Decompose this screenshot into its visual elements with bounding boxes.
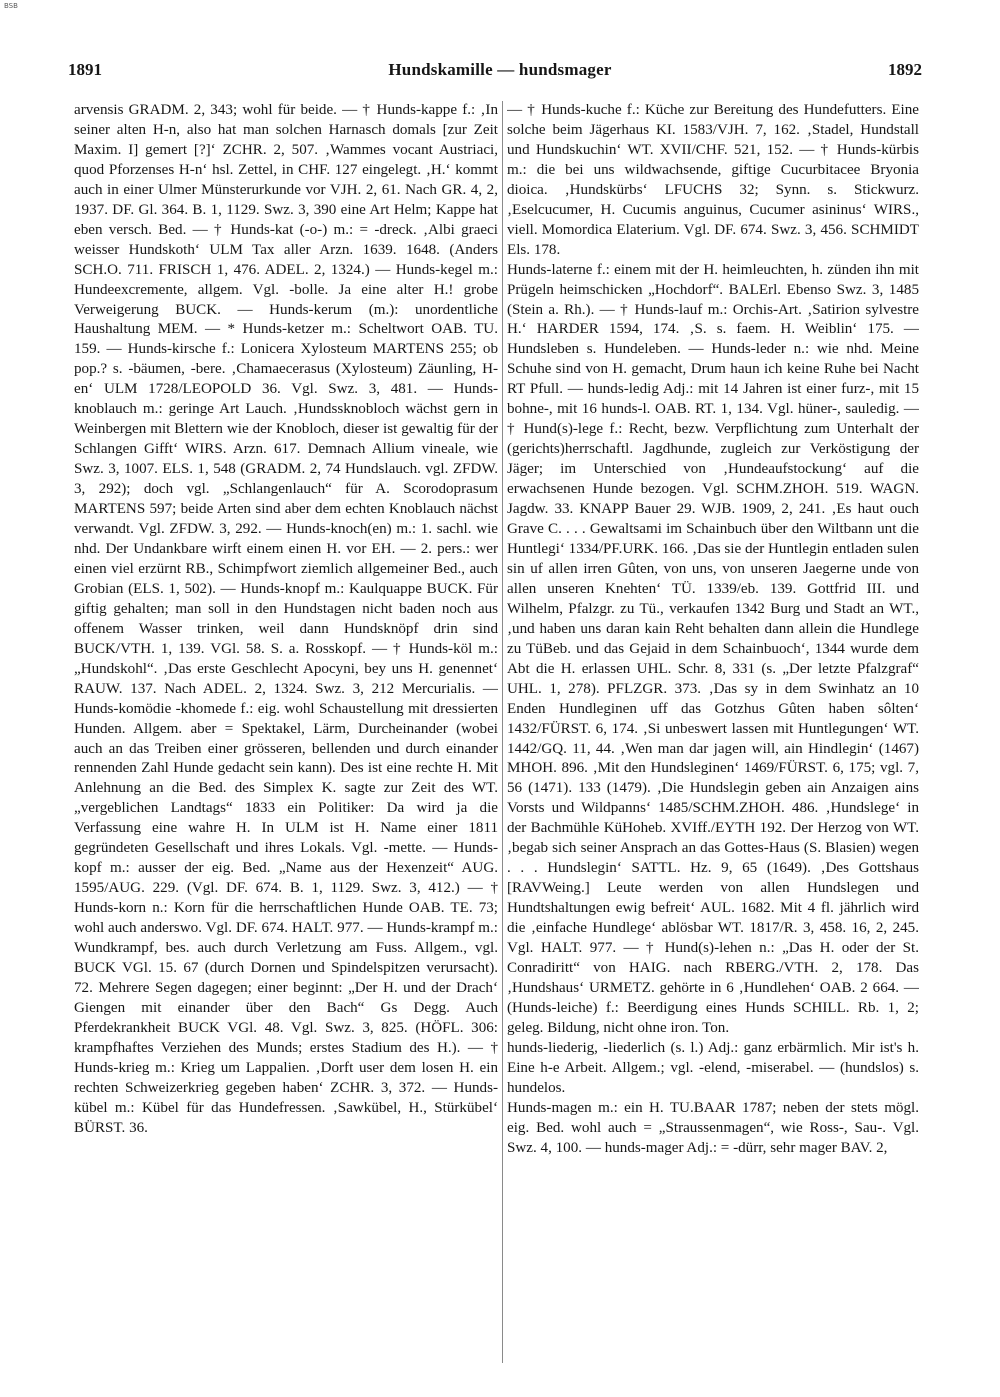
library-stamp: BSB xyxy=(4,2,18,10)
entry-hunds-kuche: — † Hunds-kuche f.: Küche zur Bereitung des Hundefutters. Eine solche beim Jägerhaus KI. 1583/VJH. 7, 162. ‚Stadel, Hundstall und Hundskuchin‘ WT. XVII/CHF. 521, 152. — † Hunds-kürbis m.: die bei uns wildwachsende, giftige Cucurbitacee Bryonia dioica. ‚Hundskürbs‘ LFUCHS 32; Synn. s. Stickwurz. ‚Eselcucumer, H. Cucumis anguinus, Cucumer asininus‘ WIRS., viell. Momordica Elaterium. Vgl. DF. 674. Swz. 3, 456. SCHMIDT Els. 178. xyxy=(507,102,919,258)
running-header-title: Hundskamille — hundsmager xyxy=(388,60,612,79)
left-column xyxy=(74,101,498,1363)
right-column xyxy=(507,101,919,1363)
left-page-number: 1891 xyxy=(68,60,102,79)
left-column-text: arvensis GRADM. 2, 343; wohl für beide. — † Hunds-kappe f.: ‚In seiner alten H-n, also hat man solchen Harnasch domals [zur Zeit Maxim. I] gemert [?]‘ ZCHR. 2, 507. ‚Wammes vocant Austriaci, quod Pforzenses H-n‘ hsl. Zettel, in CHF. 127 eingelegt. ‚H.‘ kommt auch in einer Ulmer Münsterurkunde vor VJH. 2, 61. Nach GR. 4, 2, 1937. DF. Gl. 364. B. 1, 1129. Swz. 3, 390 eine Art Helm; Kappe hat eben versch. Bed. — † Hunds-kat (-o-) m.: = -dreck. ‚Albi graeci weisser Hundskoth‘ ULM Tax aller Arzn. 1639. 1648. (Anders SCH.O. 711. FRISCH 1, 476. ADEL. 2, 1324.) — Hunds-kegel m.: Hundeexcremente, allgem. Vgl. -bolle. Ja eine alter H.! grobe Verweigerung BUCK. — Hunds-kerum (m.): unordentliche Haushaltung MEM. — * Hunds-ketzer m.: Scheltwort OAB. TU. 159. — Hunds-kirsche f.: Lonicera Xylosteum MARTENS 255; ob pop.? s. -bäumen, -bere. ‚Chamaecerasus (Xylosteum) Zäunling, H-en‘ ULM 1728/LEOPOLD 36. Vgl. Swz. 3, 481. — Hunds-knoblauch m.: geringe Art Lauch. ‚Hundssknobloch wächst gern in Weinbergen mit Blettern wie der Knobloch, dieser ist gewaltig für der Schlangen Gifft‘ WIRS. Arzn. 617. Demnach Allium vineale, wie Swz. 3, 1007. ELS. 1, 548 (GRADM. 2, 74 Hundslauch. vgl. ZFDW. 3, 292); doch vgl. „Schlangenlauch“ für A. Scorodoprasum MARTENS 597; beide Arten sind aber dem echten Knoblauch nächst verwandt. Vgl. ZFDW. 3, 292. — Hunds-knoch(en) m.: 1. sachl. wie nhd. Der Undankbare wirft einem einen H. vor EH. — 2. pers.: wer einen viel erzürnt RB., Schimpfwort ziemlich allgemeiner Bed., auch Grobian (ELS. 1, 502). — Hunds-knopf m.: Kaulquappe BUCK. Für giftig gehalten; man soll in den Hundstagen nicht baden noch aus offenem Wasser trinken, weil dann Hundsknöpf drin sind BUCK/VTH. 1, 139. VGl. 58. S. a. Rosskopf. — † Hunds-köl m.: „Hundskohl“. ‚Das erste Geschlecht Apocyni, bey uns H. genennet‘ RAUW. 137. Nach ADEL. 2, 1324. Swz. 3, 212 Mercurialis. — Hunds-komödie -khomede f.: eig. wohl Schaustellung mit dressierten Hunden. Allgem. aber = Spektakel, Lärm, Durcheinander (wobei auch an das Treiben einer grösseren, bellenden und durch einander rennenden Zahl Hunde gedacht sein kann). Des ist eine rechte H. Mit Anlehnung an die Bed. des Simplex K. sagte zur Zeit des WT. „vergeblichen Landtags“ 1833 ein Politiker: Da wird ja die Verfassung eine wahre H. In ULM ist H. Name einer 1811 gegründeten Gesellschaft und ihres Lokals. Vgl. -mette. — Hunds-kopf m.: ausser der eig. Bed. „Name aus der Hexenzeit“ AUG. 1595/AUG. 229. (Vgl. DF. 674. B. 1, 1129. Swz. 3, 412.) — † Hunds-korn n.: Korn für die herrschaftlichen Hunde OAB. TE. 73; wohl auch anderswo. Vgl. DF. 674. HALT. 977. — Hunds-krampf m.: Wundkrampf, bes. auch durch Verletzung am Fuss. Allgem., vgl. BUCK VGl. 15. 67 (durch Dornen und Spindelspitzen verursacht). 72. Mehrere Segen dagegen; einer beginnt: „Der H. und der Drach‘ Giengen mit einander über den Bach“ Gs Degg. Auch Pferdekrankheit BUCK VGl. 48. Vgl. Swz. 3, 825. (HÖFL. 306: krampfhaftes Verziehen des Munds; erstes Stadium des H.). — † Hunds-krieg m.: Krieg um Lappalien. ‚Dorft user dem losen H. ein rechten Schweizerkrieg gegeben haben‘ ZCHR. 3, 372. — Hunds-kübel m.: Kübel für das Hundefressen. ‚Sawkübel, H., Stürkübel‘ BÜRST. 36. xyxy=(74,102,498,1136)
entry-hunds-liederig: hunds-liederig, -liederlich (s. l.) Adj.: ganz erbärmlich. Mir ist's h. Eine h-e Arbeit. Allgem.; vgl. -elend, -miserabel. — (hundslos) s. hundelos. xyxy=(507,1039,919,1096)
entry-hunds-laterne: Hunds-laterne f.: einem mit der H. heimleuchten, h. zünden ihn mit Prügeln heimschicken „Hochdorf“. BALErl. Ebenso Swz. 3, 1485 (Stein a. Rh.). — † Hunds-lauf m.: Orchis-Art. ‚Satirion sylvestre H.‘ HARDER 1594, 174. ‚S. s. faem. H. Weiblin‘ 175. — Hundsleben s. Hundeleben. — Hunds-leder n.: wie nhd. Meine Schuhe sind von H. gemacht, Drum haun ich keine Ruhe bei Nacht RT Pfull. — hunds-ledig Adj.: mit 14 Jahren ist einer furz-, mit 15 bohne-, mit 16 hunds-l. OAB. RT. 1, 134. Vgl. hüner-, sauledig. — † Hund(s)-lege f.: Recht, bezw. Verpflichtung zum Unterhalt der (gerichts)herrschaftl. Jagdhunde, zugleich zur Verköstigung der Jäger; im Unterschied von ‚Hundeaufstockung‘ auf die erwachsenen Hunde bezogen. Vgl. SCHM.ZHOH. 519. WAGN. Jagdw. 33. KNAPP Bauer 29. WJB. 1909, 2, 241. ‚Es haut ouch Grave C. . . . Gewaltsami im Schainbuch über den Wiltbann unt die Huntlegi‘ 1334/PF.URK. 166. ‚Das sie der Huntlegin entladen sulen sin uf allen irren Gûten, von uns, von unseren Jaegerne unde von allen unseren Knehten‘ TÜ. 1339/eb. 139. Gottfrid III. und Wilhelm, Pfalzgr. zu Tü., verkaufen 1342 Burg und Stadt an WT., ‚und haben uns daran kain Reht behalten dann allein die Hundlege zu TüBeb. und das Gejaid in dem Schainbuoch‘, 1344 wurde dem Abt die H. erlassen UHL. Schr. 8, 331 (s. „Der letzte Pfalzgraf“ UHL. 1, 278). PFLZGR. 373. ‚Das sy in dem Swinhatz an 10 Enden Hundleginen uff das Gotzhus Gûten haben sôlten‘ 1432/FÜRST. 6, 174. ‚Si unbeswert lassen mit Huntlegungen‘ WT. 1442/GQ. 11, 44. ‚Wen man dar jagen will, ain Hindlegin‘ (1467) MHOH. 896. ‚Mit den Hundsleginen‘ 1469/FÜRST. 6, 175; vgl. 7, 56 (1471). 133 (1479). ‚Die Hundslegin geben ain Anzaigen ains Vorsts und Wildpanns‘ 1485/SCHM.ZHOH. 486. ‚Hundslege‘ in der Bachmühle KüHoheb. XVIff./EYTH 192. Der Herzog von WT. ‚begab sich seiner Ansprach an das Gottes-Haus (S. Blasien) wegen . . . Hundslegin‘ SATTL. Hz. 9, 65 (1649). ‚Des Gottshaus [RAVWeing.] Leute werden von allen Hundslegen und Hundtshaltungen ewig befreit‘ AUL. 1682. Mit 4 fl. jährlich wird die ‚einfache Hundlege‘ ablösbar WT. 1817/R. 3, 458. 16, 2, 245. Vgl. HALT. 977. — † Hund(s)-lehen n.: „Das H. oder der St. Conradiritt“ von HAIG. nach RBERG./VTH. 2, 178. Das ‚Hundshaus‘ URMETZ. gehörte in 6 ‚Hundlehen‘ OAB. 2 664. — (Hunds-leiche) f.: Beerdigung eines Hunds SCHILL. Rb. 1, 2; geleg. Bildung, nicht ohne iron. Ton. xyxy=(507,261,919,1036)
right-page-number: 1892 xyxy=(888,60,922,79)
entry-hunds-magen: Hunds-magen m.: ein H. TU.BAAR 1787; neben der stets mögl. eig. Bed. wohl auch = „Straussenmagen“, wie Ross-, Sau-. Vgl. Swz. 4, 100. — hunds-mager Adj.: = -dürr, sehr mager BAV. 2, xyxy=(507,1099,919,1156)
column-divider xyxy=(502,101,503,1363)
